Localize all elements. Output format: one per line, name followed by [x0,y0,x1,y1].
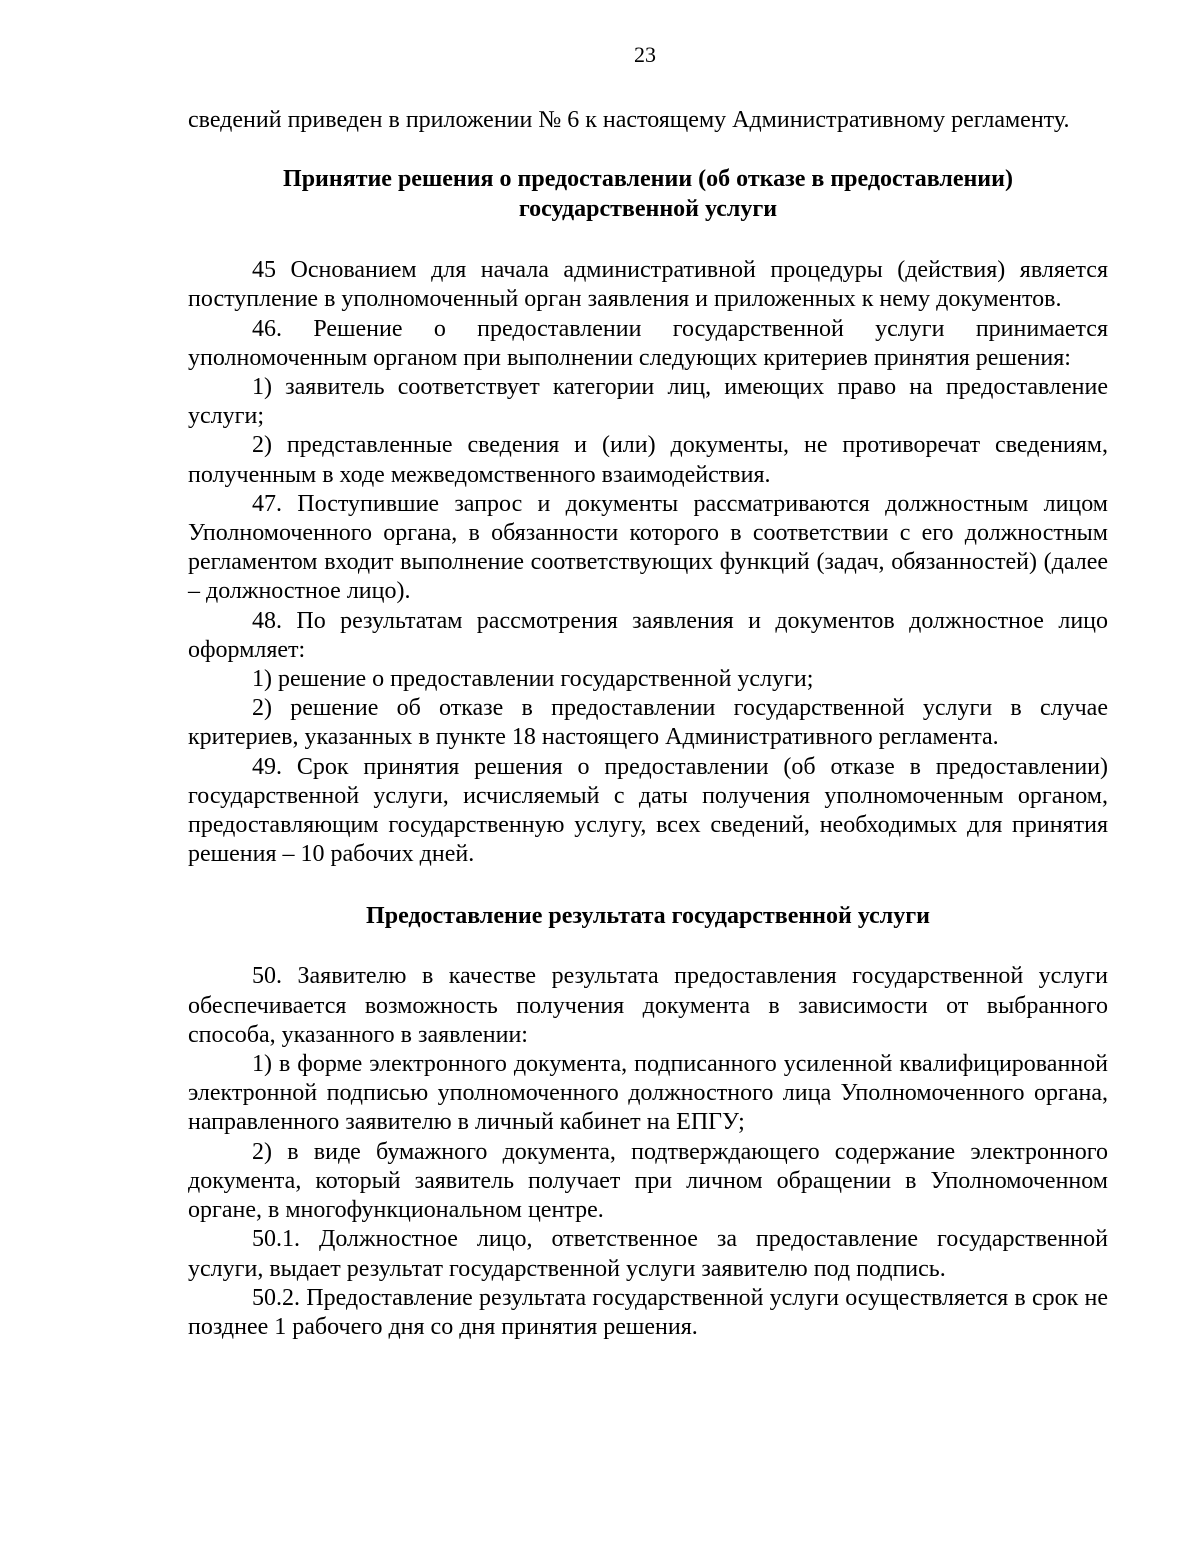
paragraph-45: 45 Основанием для начала административной процедуры (действия) является поступление в уполномоченный орган заявления и приложенных к нему документов. [188,257,1108,313]
paragraph-50: 50. Заявителю в качестве результата предоставления государственной услуги обеспечивается возможность получения документа в зависимости от выбранного способа, указанного в заявлении: [188,963,1108,1048]
paragraph-48-item-1: 1) решение о предоставлении государственной услуги; [252,666,814,693]
paragraph-50-2: 50.2. Предоставление результата государственной услуги осуществляется в срок не позднее 1 рабочего дня со дня принятия решения. [188,1284,1108,1340]
section-heading-result: Предоставление результата государственной услуги [366,903,930,930]
paragraph-46-item-2: 2) представленные сведения и (или) документы, не противоречат сведениям, полученным в ходе межведомственного взаимодействия. [188,432,1108,488]
intro-paragraph: сведений приведен в приложении № 6 к настоящему Административному регламенту. [188,107,1070,133]
paragraph-46: 46. Решение о предоставлении государственной услуги принимается уполномоченным органом при выполнении следующих критериев принятия решения: [188,315,1108,371]
paragraph-50-item-2: 2) в виде бумажного документа, подтверждающего содержание электронного документа, который заявитель получает при личном обращении в Уполномоченном органе, в многофункциональном центре. [188,1138,1108,1224]
section-heading-line: Принятие решения о предоставлении (об отказе в предоставлении) [283,166,1013,193]
paragraph-48-item-2: 2) решение об отказе в предоставлении государственной услуги в случае критериев, указанных в пункте 18 настоящего Административного регламента. [188,695,1108,751]
paragraph-50-item-1: 1) в форме электронного документа, подписанного усиленной квалифицированной электронной подписью уполномоченного должностного лица Уполномоченного органа, направленного заявителю в личный кабинет на ЕПГУ; [188,1051,1108,1136]
page-number: 23 [634,42,656,67]
section-heading-line: государственной услуги [518,196,778,223]
paragraph-50-1: 50.1. Должностное лицо, ответственное за предоставление государственной услуги, выдает результат государственной услуги заявителю под подпись. [188,1226,1108,1282]
paragraph-46-item-1: 1) заявитель соответствует категории лиц, имеющих право на предоставление услуги; [188,374,1108,430]
paragraph-48: 48. По результатам рассмотрения заявления и документов должностное лицо оформляет: [188,607,1108,663]
document-body [188,106,1108,1342]
section-heading-decision [188,164,1108,224]
paragraph-49: 49. Срок принятия решения о предоставлении (об отказе в предоставлении) государственной услуги, исчисляемый с даты получения уполномоченным органом, предоставляющим государственную услугу, всех сведений, необходимых для принятия решения – 10 рабочих дней. [188,753,1108,868]
paragraph-47: 47. Поступившие запрос и документы рассматриваются должностным лицом Уполномоченного органа, в обязанности которого в соответствии с его должностным регламентом входит выполнение соответствующих функций (задач, обязанностей) (далее – должностное лицо). [188,490,1108,605]
